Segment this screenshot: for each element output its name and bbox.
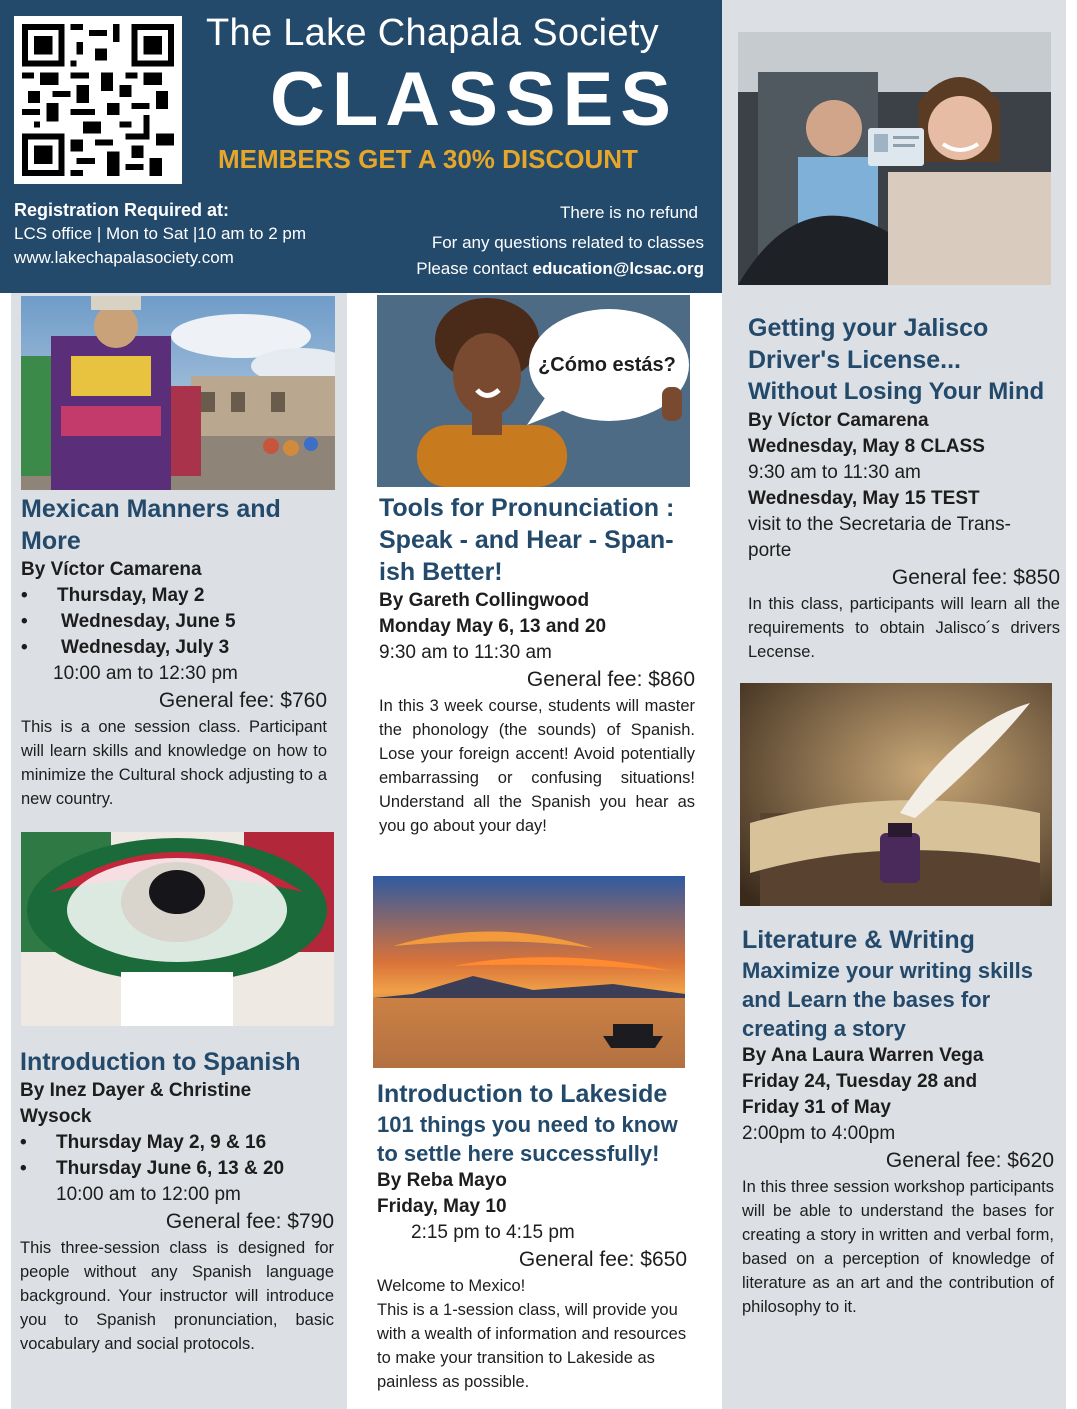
- class-fee: General fee: $760: [158, 689, 327, 712]
- questions-note: For any questions related to classes: [431, 233, 704, 252]
- class-description: This is a 1-session class, will provide you with a wealth of information and resources to make your transition to Lakeside as painless as possible.: [377, 1301, 687, 1391]
- class-date: Friday, May 10: [377, 1196, 507, 1217]
- class-literature-writing: [742, 924, 1054, 1319]
- instructor: By Víctor Camarena: [748, 410, 929, 431]
- class-drivers-license: [748, 312, 1060, 664]
- lakeside-sunset-photo: [373, 876, 685, 1068]
- quill-ink-photo: [740, 683, 1052, 906]
- contact-line: [416, 256, 704, 282]
- instructor: By Reba Mayo: [377, 1170, 507, 1191]
- class-subtitle: Without Losing Your Mind: [748, 378, 1045, 405]
- class-subtitle-cont: to settle here successfully!: [377, 1141, 660, 1166]
- instructor: By Gareth Collingwood: [379, 590, 590, 611]
- class-intro-spanish: [20, 1046, 334, 1356]
- class-pronunciation: [379, 492, 695, 838]
- member-discount: MEMBERS GET A 30% DISCOUNT: [218, 144, 638, 174]
- header-banner: [0, 0, 722, 293]
- class-time: 9:30 am to 11:30 am: [379, 642, 552, 663]
- class-time: 9:30 am to 11:30 am: [748, 462, 921, 483]
- qr-code-icon[interactable]: [14, 16, 182, 184]
- class-fee: General fee: $650: [518, 1248, 687, 1271]
- class-description: This is a one session class. Participant will learn skills and knowledge on how to minimize the Cultural shock adjusting to a new country.: [21, 718, 327, 808]
- contact-email[interactable]: education@lcsac.org: [532, 259, 704, 278]
- class-intro-lakeside: [377, 1078, 687, 1394]
- contact-prefix: Please contact: [416, 259, 533, 278]
- sombrero-photo: [21, 832, 334, 1026]
- class-dates: Friday 24, Tuesday 28 and: [742, 1071, 978, 1092]
- class-title: Getting your Jalisco: [748, 314, 989, 342]
- class-time: 2:15 pm to 4:15 pm: [411, 1222, 575, 1243]
- instructor: By Ana Laura Warren Vega: [742, 1045, 984, 1066]
- class-subtitle-cont: creating a story: [742, 1016, 906, 1041]
- class-mexican-manners: [21, 493, 327, 811]
- pronunciation-photo: [377, 295, 690, 487]
- visit-note: visit to the Secretaria de Trans-: [748, 514, 1011, 535]
- instructor: By Víctor Camarena: [21, 559, 202, 580]
- organization-name: The Lake Chapala Society: [206, 12, 659, 54]
- class-fee: General fee: $620: [885, 1149, 1054, 1172]
- class-title-cont: Driver's License...: [748, 346, 962, 374]
- class-fee: General fee: $850: [891, 566, 1060, 589]
- class-subtitle: Maximize your writing skills: [742, 958, 1033, 983]
- class-title-cont: ish Better!: [379, 558, 503, 586]
- class-description: In this class, participants will learn all the requirements to obtain Jalisco´s drivers Lecense.: [748, 595, 1060, 661]
- class-date: Wednesday, May 8 CLASS: [748, 436, 985, 457]
- date-item: • Thursday May 2, 9 & 16: [20, 1130, 334, 1156]
- mexican-dancer-photo: [21, 296, 335, 490]
- class-title: Mexican Manners and: [21, 495, 281, 523]
- no-refund-note: There is no refund: [560, 203, 698, 222]
- class-dates: Monday May 6, 13 and 20: [379, 616, 607, 637]
- class-time: 10:00 am to 12:30 pm: [53, 663, 238, 684]
- instructor-cont: Wysock: [20, 1106, 92, 1127]
- instructor: By Inez Dayer & Christine: [20, 1080, 252, 1101]
- class-welcome: Welcome to Mexico!: [377, 1277, 526, 1295]
- class-description: In this three session workshop participants will be able to understand the bases for creating a story in written and verbal form, based on a perception of knowledge of literature as an art and the contribution of philosophy to it.: [742, 1178, 1054, 1316]
- date-item: • Thursday, May 2: [21, 583, 327, 609]
- class-time: 10:00 am to 12:00 pm: [56, 1184, 241, 1205]
- class-description: This three-session class is designed for people without any Spanish language background. Your instructor will introduce you to Spanish pronunciation, basic vocabulary and social protocols.: [20, 1239, 334, 1353]
- visit-note-cont: porte: [748, 540, 792, 561]
- class-dates-cont: Friday 31 of May: [742, 1097, 891, 1118]
- date-item: • Thursday June 6, 13 & 20: [20, 1156, 334, 1182]
- class-title-cont: More: [21, 527, 81, 555]
- date-item: • Wednesday, July 3: [21, 635, 327, 661]
- class-title: Introduction to Lakeside: [377, 1080, 668, 1108]
- class-title: Tools for Pronunciation :: [379, 494, 675, 522]
- class-fee: General fee: $860: [526, 668, 695, 691]
- class-title-cont: Speak - and Hear - Span-: [379, 526, 674, 554]
- class-description: In this 3 week course, students will master the phonology (the sounds) of Spanish. Lose your foreign accent! Avoid potentially embarrassing or confusing situations! Understand all the Spanish you hear as you go about your day!: [379, 697, 695, 835]
- refund-contact-info: [416, 200, 704, 282]
- class-fee: General fee: $790: [165, 1210, 334, 1233]
- test-date: Wednesday, May 15 TEST: [748, 488, 980, 509]
- class-subtitle-cont: and Learn the bases for: [742, 987, 991, 1012]
- registration-title: Registration Required at:: [14, 200, 230, 220]
- class-title: Introduction to Spanish: [20, 1048, 301, 1076]
- registration-info: [14, 198, 306, 270]
- classes-heading: CLASSES: [270, 57, 678, 142]
- class-title: Literature & Writing: [742, 926, 975, 954]
- registration-office: LCS office | Mon to Sat |10 am to 2 pm: [14, 224, 306, 243]
- registration-website[interactable]: www.lakechapalasociety.com: [14, 248, 234, 267]
- class-subtitle: 101 things you need to know: [377, 1112, 678, 1137]
- drivers-license-photo: [738, 32, 1051, 285]
- class-time: 2:00pm to 4:00pm: [742, 1123, 896, 1144]
- date-item: • Wednesday, June 5: [21, 609, 327, 635]
- speech-bubble-text: ¿Cómo estás?: [538, 354, 676, 376]
